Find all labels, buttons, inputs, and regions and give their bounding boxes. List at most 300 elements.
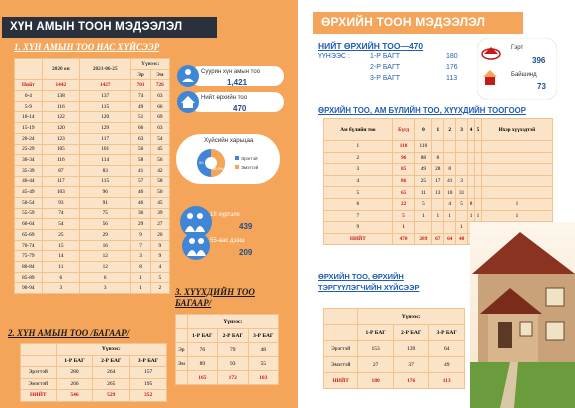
table-cell: 29 [79, 230, 131, 241]
age55-value: 209 [239, 248, 253, 257]
section1-title: 1. ХҮН АМЫН ТОО НАС ХҮЙСЭЭР [14, 42, 160, 52]
table-cell [444, 141, 456, 153]
house-icon [485, 76, 495, 85]
table-cell: 3 [42, 283, 79, 294]
bag-row-label: 1-Р БАГТ [370, 53, 401, 60]
table-cell: 75 [79, 208, 131, 219]
table-cell: 17 [432, 175, 444, 187]
table-cell: 10-14 [15, 112, 43, 123]
table-cell: 116 [42, 155, 79, 166]
table-cell: 5-9 [15, 101, 43, 112]
table-cell [474, 164, 481, 176]
table-cell [474, 141, 481, 153]
table-header [21, 344, 57, 356]
table-row [15, 133, 170, 144]
ger-label: Гэрт [511, 45, 524, 51]
table-cell: 96 [392, 152, 415, 164]
table-cell: 103 [42, 187, 79, 198]
table-cell: 139 [393, 341, 429, 357]
bag-row-value: 180 [446, 53, 458, 60]
table-cell: 66 [131, 123, 150, 134]
table-cell: 93 [218, 357, 248, 371]
section3-title-2: БАГААР/ [175, 298, 212, 308]
table-cell: 137 [79, 91, 131, 102]
table-cell: Нийт [15, 80, 43, 91]
table-header: 2-Р БАГ [218, 329, 248, 343]
hh-value: 470 [233, 104, 247, 113]
table-cell: Эрэгтэй [21, 367, 57, 379]
table-cell: 80-84 [15, 262, 43, 273]
pop-value: 1,421 [227, 78, 248, 87]
table-cell: 3 [456, 175, 468, 187]
table-cell: 50-54 [15, 197, 43, 208]
table-cell: 87 [42, 165, 79, 176]
table-cell: 138 [42, 91, 79, 102]
table-cell: 8 [468, 198, 475, 210]
table-cell: 264 [93, 367, 130, 379]
table-cell: 57 [131, 176, 150, 187]
table-cell: 113 [429, 373, 465, 389]
table-cell: 1427 [79, 80, 131, 91]
table-cell: НИЙТ [324, 233, 393, 245]
table-header [176, 329, 188, 343]
table-cell: 14 [42, 251, 79, 262]
table-cell [474, 187, 481, 199]
table-cell: 45 [150, 197, 169, 208]
section5-title-2: ТЭРГҮҮЛЭГЧИЙН ХҮЙСЭЭР [318, 283, 420, 292]
table-cell: НИЙТ [324, 373, 358, 389]
table-cell: 7 [324, 210, 393, 222]
table-header [324, 309, 358, 325]
table-row [15, 283, 170, 294]
table-row [176, 357, 279, 371]
table-row [21, 378, 167, 390]
table-cell: 45-49 [15, 187, 43, 198]
bag-row-value: 176 [446, 64, 458, 71]
age18-value: 439 [239, 222, 253, 231]
table-cell: 55-59 [15, 208, 43, 219]
table-cell: 25 [42, 230, 79, 241]
table-row [15, 91, 170, 102]
table-header: 1-Р БАГ [187, 329, 217, 343]
table-cell [444, 152, 456, 164]
table-cell: 49 [131, 101, 150, 112]
table-cell [456, 210, 468, 222]
table-cell: 1 [456, 222, 468, 234]
table-row [324, 141, 553, 153]
table-cell: 16 [79, 240, 131, 251]
table-cell: 122 [42, 112, 79, 123]
table-cell: 22 [392, 198, 415, 210]
table-row [324, 175, 553, 187]
table-cell: 529 [93, 390, 130, 402]
table-cell: 9 [150, 251, 169, 262]
table-cell: 37 [393, 357, 429, 373]
table-cell [176, 371, 188, 385]
table-cell: 4 [444, 198, 456, 210]
population-bag-table [20, 343, 167, 402]
table-cell: 12 [79, 251, 131, 262]
hh-label: Нийт өрхийн тоо [201, 95, 248, 101]
table-row [176, 343, 279, 357]
table-cell: 65 [392, 187, 415, 199]
table-cell: 75-79 [15, 251, 43, 262]
table-row [15, 262, 170, 273]
table-cell: 110 [415, 141, 432, 153]
table-row [21, 390, 167, 402]
table-row [15, 240, 170, 251]
bag-row-value: 113 [446, 75, 458, 82]
table-cell: 120 [42, 123, 79, 134]
table-cell: 85 [392, 164, 415, 176]
table-row [15, 230, 170, 241]
table-row [15, 187, 170, 198]
table-cell: 88 [415, 152, 432, 164]
table-cell: 9 [324, 222, 393, 234]
table-cell: 3 [131, 251, 150, 262]
table-cell: 1 [432, 210, 444, 222]
table-cell: 3 [324, 164, 393, 176]
table-row [324, 357, 465, 373]
table-cell: 289 [415, 233, 432, 245]
table-cell: 9 [131, 230, 150, 241]
table-header: 3-Р БАГ [429, 325, 465, 341]
table-row [15, 165, 170, 176]
table-header [176, 315, 188, 329]
table-header: Ихэр хүүхэдтэй [481, 119, 552, 141]
table-cell: 55 [248, 357, 278, 371]
table-cell [481, 152, 552, 164]
table-cell: 79 [218, 343, 248, 357]
table-header: Үүнээс: [56, 344, 166, 356]
table-cell: 28 [432, 164, 444, 176]
table-row [324, 210, 553, 222]
pop-label: Суурин хүн амын тоо [201, 69, 261, 75]
table-row [15, 123, 170, 134]
table-header: 3-Р БАГ [248, 329, 278, 343]
table-row [15, 197, 170, 208]
table-cell [415, 222, 432, 234]
table-cell: 701 [131, 80, 150, 91]
table-cell: 726 [150, 80, 169, 91]
table-cell: НИЙТ [21, 390, 57, 402]
table-cell: 1 [444, 210, 456, 222]
table-cell [432, 141, 444, 153]
table-header: 4 [468, 119, 475, 141]
table-row [324, 164, 553, 176]
table-cell: 69 [150, 112, 169, 123]
table-header: 2021-06-25 [79, 59, 131, 80]
table-cell: 20 [150, 230, 169, 241]
table-cell: 172 [218, 371, 248, 385]
table-cell: 117 [79, 133, 131, 144]
table-header: Эр [131, 69, 150, 80]
table-cell: 50 [150, 187, 169, 198]
female-pct: 49.3% [212, 166, 224, 171]
table-cell: 15 [42, 240, 79, 251]
table-cell: 70-74 [15, 240, 43, 251]
table-header: 2020 он [42, 59, 79, 80]
table-cell: 176 [393, 373, 429, 389]
table-row [15, 155, 170, 166]
table-cell: 116 [42, 101, 79, 112]
table-cell: 85-89 [15, 272, 43, 283]
household-total-line: НИЙТ ӨРХИЙН ТОО—470 [318, 41, 424, 51]
table-cell: 93 [42, 197, 79, 208]
table-cell: Эр [176, 343, 188, 357]
table-cell: 46 [131, 187, 150, 198]
table-header: 3-Р БАГ [130, 355, 167, 367]
table-header: Үүнээс: [187, 315, 278, 329]
table-cell: 58 [150, 176, 169, 187]
table-cell: 54 [42, 219, 79, 230]
table-cell [432, 222, 444, 234]
table-row [324, 341, 465, 357]
bair-value: 73 [537, 82, 546, 91]
table-cell: 90-94 [15, 283, 43, 294]
table-cell: 76 [187, 343, 217, 357]
table-cell: 13 [432, 187, 444, 199]
table-cell: 103 [248, 371, 278, 385]
table-row [15, 80, 170, 91]
table-header: 1-Р БАГ [358, 325, 394, 341]
table-cell: 2 [150, 283, 169, 294]
table-cell: 11 [42, 262, 79, 273]
table-cell: 91 [79, 197, 131, 208]
table-cell: 25 [415, 175, 432, 187]
table-cell: Эрэгтэй [324, 341, 358, 357]
table-cell: 49 [415, 164, 432, 176]
table-cell: 5 [456, 198, 468, 210]
table-header: 2 [444, 119, 456, 141]
household-head-gender-table [323, 308, 465, 389]
section2-title: 2. ХҮН АМЫН ТОО /БАГААР/ [8, 328, 130, 338]
table-cell: 165 [187, 371, 217, 385]
table-cell: 30-34 [15, 155, 43, 166]
table-cell: 129 [79, 123, 131, 134]
table-row [324, 198, 553, 210]
table-cell: 40 [456, 233, 468, 245]
table-cell: 7 [131, 240, 150, 251]
table-header: 2-Р БАГ [93, 355, 130, 367]
table-cell: 1 [324, 141, 393, 153]
table-cell: 8 [444, 164, 456, 176]
table-cell: 35-39 [15, 165, 43, 176]
section3-title-1: 3. ХҮҮХДИЙН ТОО [175, 287, 255, 297]
table-cell: 66 [150, 101, 169, 112]
section5-title-1: ӨРХИЙН ТОО, ӨРХИЙН [318, 272, 404, 281]
table-cell: 123 [42, 133, 79, 144]
table-cell: 6 [324, 198, 393, 210]
bag-row-label: 2-Р БАГТ [370, 64, 401, 71]
table-header [324, 325, 358, 341]
table-row [176, 371, 279, 385]
table-cell: 27 [358, 357, 394, 373]
table-header: 1-Р БАГ [56, 355, 93, 367]
table-cell: 8 [131, 262, 150, 273]
table-header [21, 355, 57, 367]
table-header: 0 [415, 119, 432, 141]
table-cell: 25-29 [15, 144, 43, 155]
male-pct: 50.7% [199, 160, 211, 165]
table-cell: 1 [481, 210, 552, 222]
table-cell: 1 [474, 210, 481, 222]
table-cell: 4 [150, 262, 169, 273]
table-cell: 65-69 [15, 230, 43, 241]
population-banner: ХҮН АМЫН ТООН МЭДЭЭЛЭЛ [2, 17, 217, 38]
table-row [21, 367, 167, 379]
table-header [15, 59, 43, 80]
table-row [15, 112, 170, 123]
table-cell: 60-64 [15, 219, 43, 230]
table-cell: 83 [79, 165, 131, 176]
table-cell: 56 [131, 144, 150, 155]
table-cell: 266 [56, 378, 93, 390]
table-cell: 280 [56, 367, 93, 379]
table-cell: 1 [481, 198, 552, 210]
table-cell: 120 [79, 112, 131, 123]
table-cell: 20-24 [15, 133, 43, 144]
table-header: 1 [432, 119, 444, 141]
table-cell: 12 [79, 262, 131, 273]
table-cell: 31 [456, 187, 468, 199]
uuneec-label: ҮҮНЭЭС : [318, 53, 350, 60]
table-cell [456, 141, 468, 153]
table-cell: 10 [444, 187, 456, 199]
table-cell: 1 [468, 210, 475, 222]
table-cell: 110 [392, 141, 415, 153]
table-row [15, 219, 170, 230]
table-cell: 5 [392, 210, 415, 222]
table-cell: 0-4 [15, 91, 43, 102]
table-header: 3 [456, 119, 468, 141]
table-header: Үүнээс: [358, 309, 465, 325]
table-cell: 45 [150, 144, 169, 155]
table-cell: 546 [56, 390, 93, 402]
table-cell: 470 [392, 233, 415, 245]
table-cell [481, 141, 552, 153]
age-people-icon [176, 202, 216, 262]
table-row [15, 251, 170, 262]
table-header: 2-Р БАГ [393, 325, 429, 341]
table-cell: 96 [79, 187, 131, 198]
population-age-table [14, 58, 170, 294]
table-cell: 5 [324, 187, 393, 199]
table-cell: 51 [131, 112, 150, 123]
table-cell: 180 [358, 373, 394, 389]
table-cell: 63 [150, 123, 169, 134]
age18-label: 18 хүртэлх [210, 212, 240, 218]
table-cell: 1 [392, 222, 415, 234]
table-cell: 115 [79, 176, 131, 187]
table-cell: 3 [79, 283, 131, 294]
table-cell [468, 164, 475, 176]
legend-female: Эмэгтэй [241, 165, 259, 170]
ger-value: 396 [532, 56, 546, 65]
table-cell: 29 [131, 219, 150, 230]
table-cell [456, 164, 468, 176]
table-cell: 42 [150, 165, 169, 176]
table-cell [474, 152, 481, 164]
table-cell: 15-19 [15, 123, 43, 134]
table-cell: 86 [392, 175, 415, 187]
table-header: 5 [474, 119, 481, 141]
table-cell [468, 152, 475, 164]
table-cell [468, 175, 475, 187]
table-header: Үүнээс: [131, 59, 170, 70]
table-cell: 40-44 [15, 176, 43, 187]
table-cell: 1 [131, 283, 150, 294]
table-cell: 101 [79, 144, 131, 155]
table-header: Эм [150, 69, 169, 80]
table-cell: 89 [187, 357, 217, 371]
table-cell: Эмэгтэй [21, 378, 57, 390]
table-cell [474, 175, 481, 187]
table-row [15, 272, 170, 283]
table-cell: 6 [79, 272, 131, 283]
table-cell: 64 [429, 341, 465, 357]
people-icon [177, 65, 199, 87]
table-cell: 48 [248, 343, 278, 357]
table-cell [456, 152, 468, 164]
bair-label: Байшинд [511, 72, 537, 78]
gender-title: Хүйсийн харьцаа [204, 137, 254, 144]
table-cell: 36 [131, 208, 150, 219]
table-cell [481, 175, 552, 187]
table-row [15, 208, 170, 219]
table-cell [432, 198, 444, 210]
age55-label: 55-аас дээш [210, 238, 245, 244]
table-cell: 64 [444, 233, 456, 245]
table-cell: 352 [130, 390, 167, 402]
table-cell: 67 [432, 233, 444, 245]
table-cell: 46 [131, 197, 150, 208]
table-cell: 2 [324, 152, 393, 164]
table-cell: Эмэгтэй [324, 357, 358, 373]
table-row [324, 187, 553, 199]
table-row [15, 144, 170, 155]
table-header: Бүгд [392, 119, 415, 141]
table-cell: 105 [42, 144, 79, 155]
table-cell: 39 [150, 208, 169, 219]
bag-row-label: 3-Р БАГТ [370, 75, 401, 82]
table-cell: 157 [130, 367, 167, 379]
table-cell: 5 [150, 272, 169, 283]
table-cell [468, 187, 475, 199]
table-cell: 58 [131, 155, 150, 166]
table-cell: 11 [415, 187, 432, 199]
table-cell: 54 [150, 133, 169, 144]
table-cell: Эм [176, 357, 188, 371]
table-cell: 63 [150, 91, 169, 102]
table-cell: 8 [432, 152, 444, 164]
table-row [15, 176, 170, 187]
table-cell: 114 [79, 155, 131, 166]
table-cell: 74 [131, 91, 150, 102]
table-cell: 1 [415, 210, 432, 222]
table-cell: 153 [358, 341, 394, 357]
legend-male: Эрэгтэй [241, 156, 258, 161]
table-cell: 41 [131, 165, 150, 176]
table-cell: 56 [79, 219, 131, 230]
table-cell [474, 198, 481, 210]
table-cell: 63 [131, 133, 150, 144]
table-row [15, 101, 170, 112]
table-cell [444, 222, 456, 234]
table-cell: 41 [444, 175, 456, 187]
table-cell: 6 [42, 272, 79, 283]
section4-title: ӨРХИЙН ТОО, АМ БҮЛИЙН ТОО, ХҮҮХДИЙН ТООГООР [318, 106, 526, 115]
